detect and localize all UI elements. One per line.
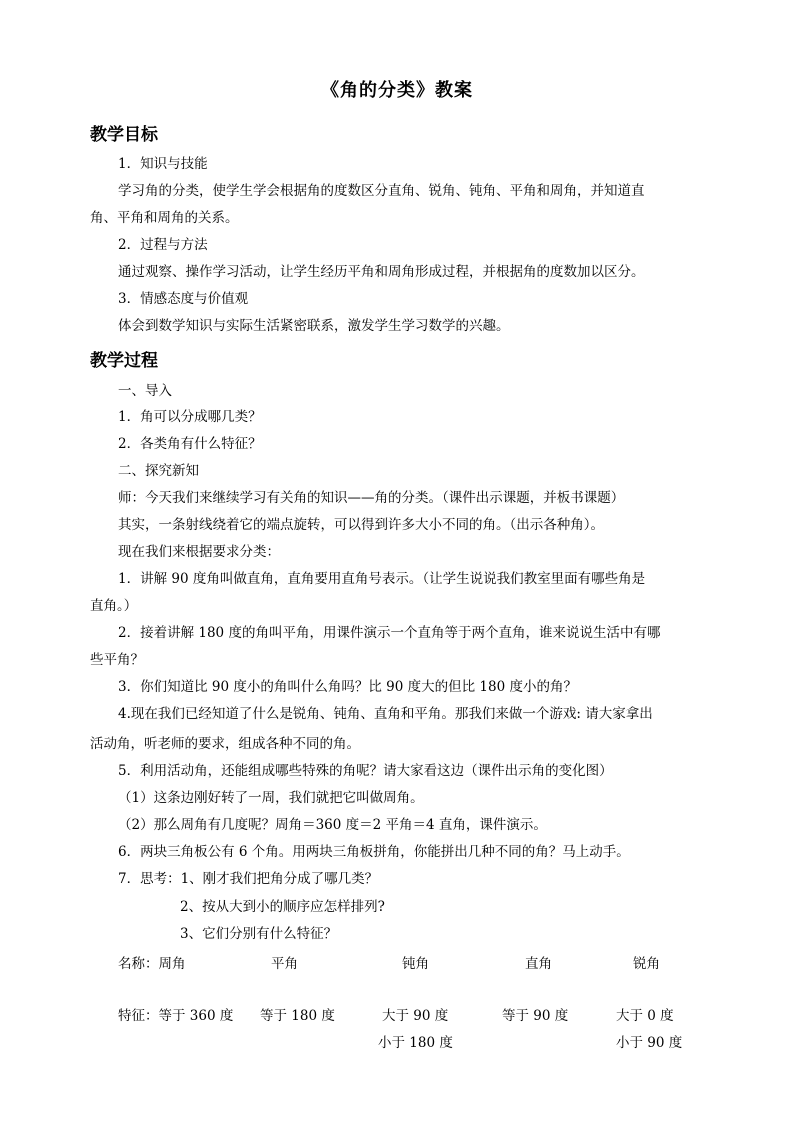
process-line: （2）那么周角有几度呢？周角＝360 度＝2 平角＝4 直角，课件演示。: [118, 817, 547, 833]
process-line: 直角。）: [90, 598, 138, 614]
objective-line: 学习角的分类，使学生学会根据角的度数区分直角、锐角、钝角、平角和周角，并知道直: [118, 183, 645, 199]
objective-line: 2．过程与方法: [118, 237, 208, 253]
table-feature-cell-2: 小于 180 度: [378, 1035, 453, 1051]
process-line: 二、探究新知: [118, 463, 199, 479]
process-line: 2、按从大到小的顺序应怎样排列?: [180, 899, 385, 915]
objective-line: 1．知识与技能: [118, 156, 208, 172]
objective-line: 体会到数学知识与实际生活紧密联系，激发学生学习数学的兴趣。: [118, 318, 510, 334]
objective-line: 3．情感态度与价值观: [118, 291, 249, 307]
table-feature-cell: 等于 180 度: [260, 1008, 335, 1024]
process-line: 现在我们来根据要求分类：: [118, 544, 280, 560]
process-line: （1）这条边刚好转了一周，我们就把它叫做周角。: [118, 790, 424, 806]
table-feature-label: 特征：等于 360 度: [118, 1008, 234, 1024]
objective-line: 通过观察、操作学习活动，让学生经历平角和周角形成过程，并根据角的度数加以区分。: [118, 264, 645, 280]
table-name-cell: 钝角: [402, 956, 429, 972]
document-title: 《角的分类》教案: [321, 80, 473, 101]
process-line: 2．各类角有什么特征？: [118, 436, 262, 452]
table-name-cell: 平角: [271, 956, 298, 972]
process-line: 活动角，听老师的要求，组成各种不同的角。: [90, 736, 360, 752]
process-line: 1．角可以分成哪几类？: [118, 409, 262, 425]
process-line: 2．接着讲解 180 度的角叫平角，用课件演示一个直角等于两个直角，谁来说说生活中有哪: [118, 625, 661, 641]
process-line: 一、导入: [118, 383, 172, 399]
table-name-label: 名称：周角: [118, 956, 186, 972]
process-line: 1．讲解 90 度角叫做直角，直角要用直角号表示。（让学生说说我们教室里面有哪些角是: [118, 571, 646, 587]
table-feature-cell: 大于 0 度: [616, 1008, 674, 1024]
process-line: 5．利用活动角，还能组成哪些特殊的角呢？请大家看这边（课件出示角的变化图）: [118, 763, 613, 779]
process-line: 其实，一条射线绕着它的端点旋转，可以得到许多大小不同的角。（出示各种角）。: [118, 517, 604, 533]
process-heading: 教学过程: [90, 351, 158, 371]
table-name-cell: 直角: [525, 956, 552, 972]
table-feature-cell-2: 小于 90 度: [616, 1035, 683, 1051]
process-line: 3、它们分别有什么特征？: [180, 926, 338, 942]
process-line: 师：今天我们来继续学习有关角的知识——角的分类。（课件出示课题，并板书课题）: [118, 490, 625, 506]
objective-line: 角、平角和周角的关系。: [90, 210, 239, 226]
process-line: 3．你们知道比 90 度小的角叫什么角吗？比 90 度大的但比 180 度小的角？: [118, 679, 577, 695]
table-feature-cell: 等于 90 度: [502, 1008, 569, 1024]
table-feature-cell: 大于 90 度: [382, 1008, 449, 1024]
objectives-heading: 教学目标: [90, 125, 158, 145]
process-line: 4.现在我们已经知道了什么是锐角、钝角、直角和平角。那我们来做一个游戏: 请大家拿出: [118, 706, 653, 722]
process-line: 6．两块三角板公有 6 个角。用两块三角板拼角，你能拼出几种不同的角？马上动手。: [118, 844, 630, 860]
process-line: 7．思考：1、刚才我们把角分成了哪几类？: [118, 871, 379, 887]
table-name-cell: 锐角: [633, 956, 660, 972]
process-line: 些平角？: [90, 652, 144, 668]
